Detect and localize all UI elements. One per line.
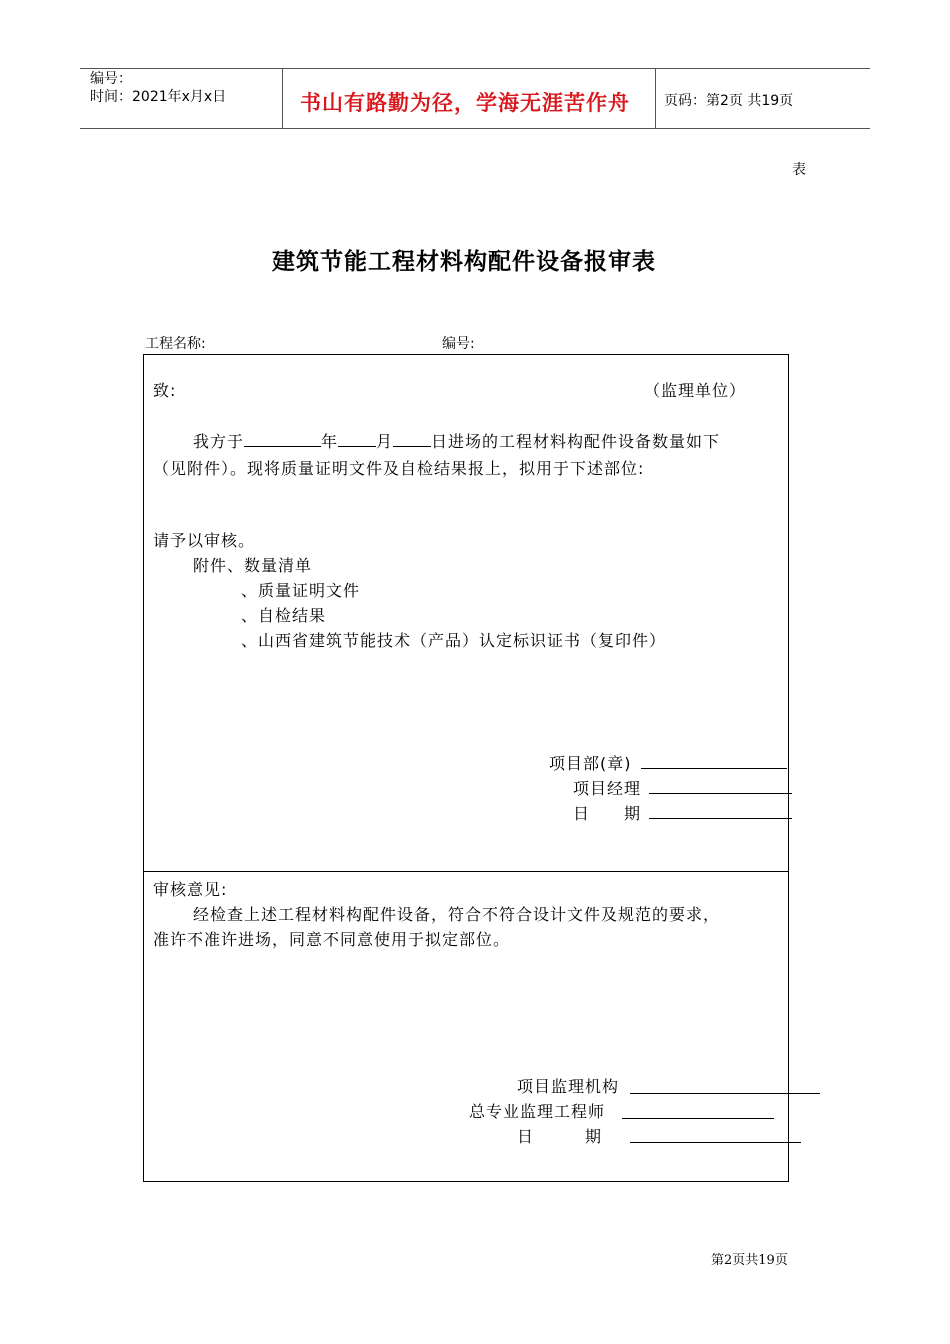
sign-dept-line [641,768,787,769]
sign-engineer-line [622,1118,774,1119]
sign-date-2-line [630,1142,801,1143]
request-text: 请予以审核。 [153,531,256,550]
sign-org-label: 项目监理机构 [517,1077,620,1096]
header-divider-2 [655,68,656,129]
attachment-item-1: 附件、数量清单 [193,556,313,575]
day-blank [393,431,431,447]
header-number-label: 编号： [90,71,132,87]
sign-date-label: 日 期 [573,804,642,823]
footer-page-number: 第2页共19页 [711,1253,788,1268]
sign-engineer-label: 总专业监理工程师 [469,1102,606,1121]
header-time-label: 时间：2021年x月x日 [90,89,227,105]
project-name-label: 工程名称: [145,336,206,352]
sign-date-line [649,818,792,819]
sign-dept-label: 项目部(章) [549,754,632,773]
header-top-rule [80,68,870,69]
year-blank [244,431,321,447]
corner-label: 表 [792,162,806,178]
review-opinion-label: 审核意见: [153,880,228,899]
sign-manager-line [649,793,792,794]
header-divider-1 [282,68,283,129]
sign-date-2-label: 日 期 [517,1127,603,1146]
header-bottom-rule [80,128,870,129]
review-opinion-line-2: 准许不准许进场，同意不同意使用于拟定部位。 [153,930,511,949]
review-opinion-line-1: 经检查上述工程材料构配件设备，符合不符合设计文件及规范的要求， [193,905,721,924]
month-blank [338,431,376,447]
year-label: 年 [321,432,339,451]
form-section-divider [143,871,789,872]
attachment-item-2: 、质量证明文件 [241,581,361,600]
sign-org-line [630,1093,820,1094]
attachment-item-4: 、山西省建筑节能技术（产品）认定标识证书（复印件） [241,631,667,650]
header-motto: 书山有路勤为径，学海无涯苦作舟 [300,91,630,115]
month-label: 月 [376,432,394,451]
supervisor-unit-label: （监理单位） [644,381,747,400]
attachment-item-3: 、自检结果 [241,606,327,625]
header-page-info: 页码：第2页 共19页 [664,93,794,109]
document-title: 建筑节能工程材料构配件设备报审表 [272,248,656,275]
sign-manager-label: 项目经理 [573,779,642,798]
entry-text-prefix: 我方于 [193,432,245,451]
form-number-label: 编号: [442,336,475,352]
entry-sentence [193,429,720,452]
entry-text-suffix: 日进场的工程材料构配件设备数量如下 [431,432,721,451]
entry-sentence-line-2: （见附件）。现将质量证明文件及自检结果报上，拟用于下述部位: [153,459,645,478]
to-label: 致: [153,381,177,400]
